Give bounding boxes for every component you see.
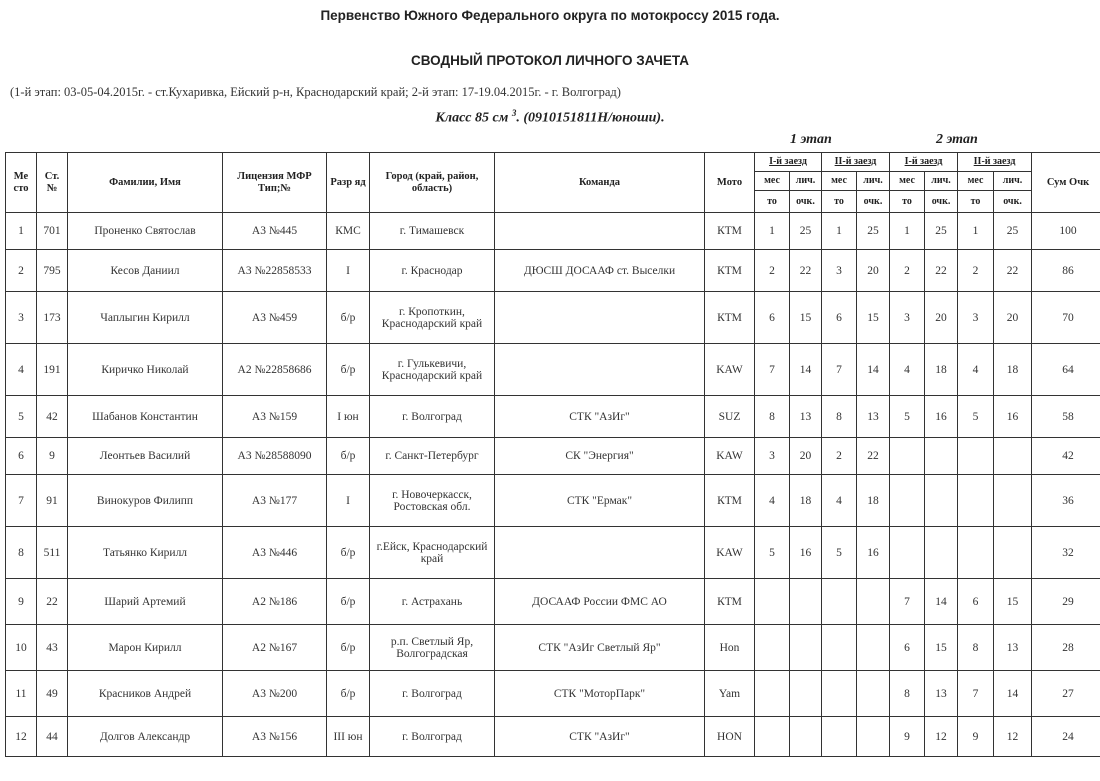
license-cell: А3 №159 [223,396,327,438]
document-title: Первенство Южного Федерального округа по мотокроссу 2015 года. [320,8,780,23]
heat-position-cell: 8 [958,625,994,671]
rider-name-cell: Шарий Артемий [68,579,223,625]
city-cell: р.п. Светлый Яр, Волгоградская [370,625,495,671]
table-row [6,396,1100,438]
header-license: Лицензия МФР Тип;№ [223,153,327,213]
total-points-cell: 27 [1032,671,1100,717]
heat-position-cell: 4 [890,344,925,396]
heat-position-cell [822,717,857,757]
heat-points-cell [857,671,890,717]
heat-points-cell [857,717,890,757]
place-cell: 12 [6,717,37,757]
heat-position-cell: 5 [890,396,925,438]
table-row [6,438,1100,475]
header-stage2-heat2: II-й заезд [958,153,1032,172]
heat-position-cell: 5 [755,527,790,579]
header-points-label-cont: очк. [994,191,1032,213]
start-number-cell: 191 [37,344,68,396]
rank-cell: б/р [327,579,370,625]
heat-position-cell [890,475,925,527]
rank-cell: б/р [327,438,370,475]
license-cell: А3 №200 [223,671,327,717]
heat-position-cell: 7 [958,671,994,717]
heat-points-cell: 22 [994,250,1032,292]
rider-name-cell: Винокуров Филипп [68,475,223,527]
moto-cell: КТМ [705,579,755,625]
heat-position-cell: 2 [822,438,857,475]
moto-cell: KAW [705,344,755,396]
heat-points-cell: 12 [925,717,958,757]
heat-points-cell: 13 [925,671,958,717]
table-row [6,671,1100,717]
heat-points-cell: 13 [994,625,1032,671]
start-number-cell: 701 [37,213,68,250]
total-points-cell: 64 [1032,344,1100,396]
heat-points-cell: 15 [857,292,890,344]
heat-position-cell: 7 [822,344,857,396]
team-cell: СТК "АзИг" [495,396,705,438]
team-cell: СТК "АзИг Светлый Яр" [495,625,705,671]
rank-cell: КМС [327,213,370,250]
team-cell: СТК "АзИг" [495,717,705,757]
total-points-cell: 70 [1032,292,1100,344]
header-stage2-heat1: I-й заезд [890,153,958,172]
table-row [6,625,1100,671]
moto-cell: SUZ [705,396,755,438]
stage-1-label: 1 этап [790,132,832,147]
header-position-label: мес [822,172,857,191]
place-cell: 1 [6,213,37,250]
heat-position-cell [755,579,790,625]
heat-position-cell [890,527,925,579]
city-cell: г. Кропоткин, Краснодарский край [370,292,495,344]
heat-position-cell [755,671,790,717]
moto-cell: КТМ [705,292,755,344]
header-rank: Разр яд [327,153,370,213]
header-team: Команда [495,153,705,213]
heat-points-cell: 13 [857,396,890,438]
heat-points-cell: 15 [790,292,822,344]
heat-points-cell [857,579,890,625]
heat-position-cell: 9 [958,717,994,757]
city-cell: г. Гулькевичи, Краснодарский край [370,344,495,396]
heat-points-cell: 18 [790,475,822,527]
city-cell: г. Волгоград [370,671,495,717]
heat-points-cell: 25 [790,213,822,250]
moto-cell: КТМ [705,213,755,250]
city-cell: г. Новочеркасск, Ростовская обл. [370,475,495,527]
table-row [6,475,1100,527]
heat-points-cell: 18 [994,344,1032,396]
header-position-label-cont: то [890,191,925,213]
header-moto: Мото [705,153,755,213]
total-points-cell: 28 [1032,625,1100,671]
start-number-cell: 91 [37,475,68,527]
moto-cell: Yam [705,671,755,717]
heat-points-cell [790,579,822,625]
table-row [6,292,1100,344]
header-points-label-cont: очк. [925,191,958,213]
rank-cell: б/р [327,625,370,671]
place-cell: 7 [6,475,37,527]
heat-points-cell: 18 [925,344,958,396]
start-number-cell: 511 [37,527,68,579]
table-row [6,717,1100,757]
heat-points-cell: 16 [925,396,958,438]
team-cell: СТК "МоторПарк" [495,671,705,717]
stage-2-label: 2 этап [936,132,978,147]
city-cell: г. Волгоград [370,717,495,757]
table-row [6,344,1100,396]
class-prefix: Класс 85 см [435,110,509,126]
place-cell: 3 [6,292,37,344]
license-cell: А2 №22858686 [223,344,327,396]
heat-position-cell [822,671,857,717]
header-position-label-cont: то [958,191,994,213]
rider-name-cell: Шабанов Константин [68,396,223,438]
heat-position-cell: 3 [890,292,925,344]
team-cell: СК "Энергия" [495,438,705,475]
heat-position-cell: 1 [890,213,925,250]
heat-position-cell: 3 [822,250,857,292]
heat-position-cell: 6 [755,292,790,344]
heat-points-cell [994,475,1032,527]
total-points-cell: 42 [1032,438,1100,475]
heat-points-cell: 16 [790,527,822,579]
moto-cell: КТМ [705,475,755,527]
heat-position-cell: 2 [755,250,790,292]
heat-points-cell [857,625,890,671]
place-cell: 8 [6,527,37,579]
team-cell [495,213,705,250]
heat-position-cell: 1 [958,213,994,250]
rider-name-cell: Кесов Даниил [68,250,223,292]
total-points-cell: 86 [1032,250,1100,292]
header-points-label: лич. [857,172,890,191]
stages-info: (1-й этап: 03-05-04.2015г. - ст.Кухаривка, Ейский р-н, Краснодарский край; 2-й этап: 17-19.04.2015г. - г. Волгоград) [10,85,621,99]
heat-points-cell [925,527,958,579]
heat-points-cell: 13 [790,396,822,438]
start-number-cell: 42 [37,396,68,438]
license-cell: А3 №22858533 [223,250,327,292]
heat-position-cell [958,527,994,579]
heat-position-cell: 6 [890,625,925,671]
heat-position-cell: 6 [822,292,857,344]
city-cell: г. Краснодар [370,250,495,292]
place-cell: 2 [6,250,37,292]
heat-points-cell: 25 [994,213,1032,250]
team-cell: СТК "Ермак" [495,475,705,527]
city-cell: г. Санкт-Петербург [370,438,495,475]
heat-position-cell: 5 [958,396,994,438]
start-number-cell: 43 [37,625,68,671]
license-cell: А2 №186 [223,579,327,625]
start-number-cell: 173 [37,292,68,344]
heat-points-cell: 20 [994,292,1032,344]
heat-position-cell [890,438,925,475]
rank-cell: б/р [327,527,370,579]
heat-position-cell: 4 [755,475,790,527]
moto-cell: HON [705,717,755,757]
header-stage1-heat2: II-й заезд [822,153,890,172]
table-row [6,579,1100,625]
heat-position-cell: 1 [755,213,790,250]
header-points-label: лич. [790,172,822,191]
header-name: Фамилии, Имя [68,153,223,213]
license-cell: А3 №156 [223,717,327,757]
heat-points-cell: 20 [857,250,890,292]
city-cell: г.Ейск, Краснодарский край [370,527,495,579]
heat-points-cell: 16 [994,396,1032,438]
rider-name-cell: Проненко Святослав [68,213,223,250]
rider-name-cell: Татьянко Кирилл [68,527,223,579]
heat-points-cell: 25 [857,213,890,250]
results-table [5,152,1100,757]
heat-points-cell [925,438,958,475]
heat-points-cell: 25 [925,213,958,250]
heat-position-cell: 2 [890,250,925,292]
place-cell: 6 [6,438,37,475]
header-points-label-cont: очк. [790,191,822,213]
heat-position-cell: 2 [958,250,994,292]
total-points-cell: 24 [1032,717,1100,757]
header-place: Ме сто [6,153,37,213]
heat-position-cell [755,625,790,671]
heat-points-cell: 15 [925,625,958,671]
heat-points-cell: 20 [925,292,958,344]
total-points-cell: 100 [1032,213,1100,250]
total-points-cell: 29 [1032,579,1100,625]
rider-name-cell: Чаплыгин Кирилл [68,292,223,344]
rider-name-cell: Леонтьев Василий [68,438,223,475]
rank-cell: б/р [327,344,370,396]
class-suffix: . (0910151811Н/юноши). [516,110,665,126]
total-points-cell: 36 [1032,475,1100,527]
place-cell: 5 [6,396,37,438]
header-start-no: Ст. № [37,153,68,213]
license-cell: А2 №167 [223,625,327,671]
moto-cell: Hon [705,625,755,671]
header-points-label-cont: очк. [857,191,890,213]
header-position-label-cont: то [822,191,857,213]
heat-position-cell [822,625,857,671]
document-subtitle: СВОДНЫЙ ПРОТОКОЛ ЛИЧНОГО ЗАЧЕТА [410,53,690,68]
header-total: Сум Очк [1032,153,1100,213]
license-cell: А3 №28588090 [223,438,327,475]
heat-points-cell: 22 [925,250,958,292]
heat-points-cell: 20 [790,438,822,475]
rank-cell: III юн [327,717,370,757]
heat-points-cell: 22 [857,438,890,475]
heat-position-cell: 6 [958,579,994,625]
heat-points-cell: 14 [994,671,1032,717]
heat-points-cell: 15 [994,579,1032,625]
rider-name-cell: Киричко Николай [68,344,223,396]
team-cell [495,527,705,579]
moto-cell: KAW [705,527,755,579]
start-number-cell: 9 [37,438,68,475]
heat-position-cell [958,475,994,527]
heat-position-cell [822,579,857,625]
heat-position-cell: 9 [890,717,925,757]
heat-position-cell: 4 [822,475,857,527]
heat-points-cell [925,475,958,527]
rank-cell: б/р [327,292,370,344]
heat-position-cell: 4 [958,344,994,396]
team-cell [495,344,705,396]
start-number-cell: 44 [37,717,68,757]
heat-position-cell: 5 [822,527,857,579]
heat-points-cell: 16 [857,527,890,579]
heat-position-cell: 8 [755,396,790,438]
start-number-cell: 49 [37,671,68,717]
class-line [0,108,1100,127]
heat-position-cell: 1 [822,213,857,250]
heat-points-cell: 12 [994,717,1032,757]
team-cell: ДЮСШ ДОСААФ ст. Выселки [495,250,705,292]
heat-position-cell: 3 [958,292,994,344]
heat-points-cell: 14 [857,344,890,396]
heat-points-cell [790,671,822,717]
header-position-label: мес [890,172,925,191]
rank-cell: I юн [327,396,370,438]
place-cell: 10 [6,625,37,671]
place-cell: 11 [6,671,37,717]
rank-cell: I [327,250,370,292]
heat-points-cell: 14 [790,344,822,396]
license-cell: А3 №445 [223,213,327,250]
heat-position-cell [958,438,994,475]
license-cell: А3 №177 [223,475,327,527]
city-cell: г. Тимашевск [370,213,495,250]
table-row [6,213,1100,250]
heat-points-cell [994,438,1032,475]
rank-cell: I [327,475,370,527]
header-city: Город (край, район, область) [370,153,495,213]
city-cell: г. Волгоград [370,396,495,438]
heat-points-cell [994,527,1032,579]
heat-position-cell [755,717,790,757]
moto-cell: KAW [705,438,755,475]
class-superscript: 3 [511,108,517,118]
rider-name-cell: Красников Андрей [68,671,223,717]
place-cell: 9 [6,579,37,625]
header-points-label: лич. [994,172,1032,191]
start-number-cell: 795 [37,250,68,292]
header-position-label: мес [958,172,994,191]
total-points-cell: 58 [1032,396,1100,438]
table-row [6,250,1100,292]
heat-points-cell [790,625,822,671]
total-points-cell: 32 [1032,527,1100,579]
header-position-label: мес [755,172,790,191]
header-points-label: лич. [925,172,958,191]
heat-points-cell: 22 [790,250,822,292]
license-cell: А3 №446 [223,527,327,579]
heat-position-cell: 7 [755,344,790,396]
start-number-cell: 22 [37,579,68,625]
city-cell: г. Астрахань [370,579,495,625]
team-cell: ДОСААФ России ФМС АО [495,579,705,625]
heat-points-cell: 14 [925,579,958,625]
heat-position-cell: 8 [890,671,925,717]
rider-name-cell: Долгов Александр [68,717,223,757]
moto-cell: КТМ [705,250,755,292]
header-position-label-cont: то [755,191,790,213]
heat-points-cell [790,717,822,757]
header-stage1-heat1: I-й заезд [755,153,822,172]
table-row [6,527,1100,579]
team-cell [495,292,705,344]
heat-points-cell: 18 [857,475,890,527]
rank-cell: б/р [327,671,370,717]
heat-position-cell: 3 [755,438,790,475]
license-cell: А3 №459 [223,292,327,344]
heat-position-cell: 8 [822,396,857,438]
heat-position-cell: 7 [890,579,925,625]
place-cell: 4 [6,344,37,396]
rider-name-cell: Марон Кирилл [68,625,223,671]
